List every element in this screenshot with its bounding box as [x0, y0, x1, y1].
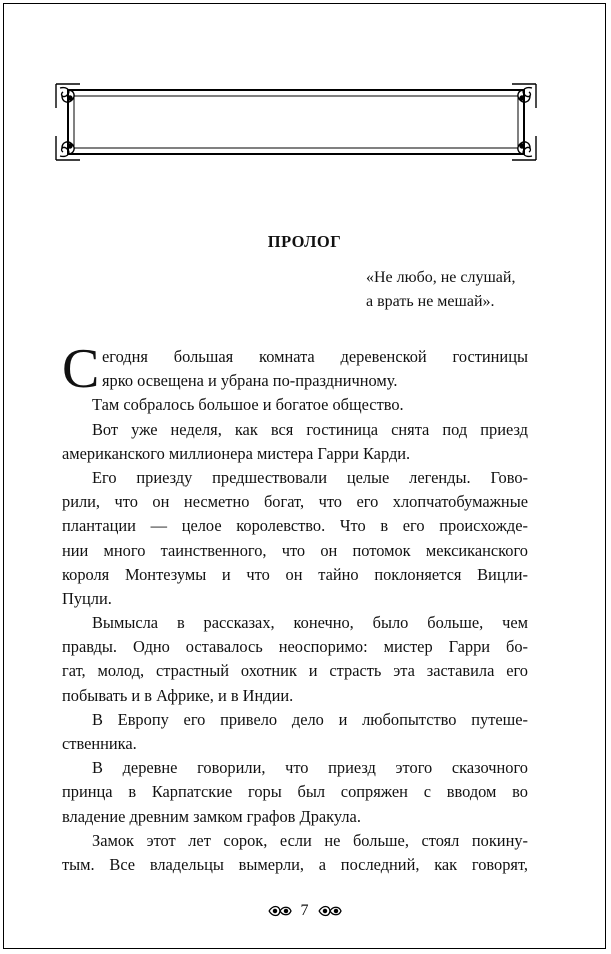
text-line: Его приезду предшествовали целые легенды. Гово-: [92, 467, 528, 487]
text-line: ярко освещена и убрана по-праздничному.: [102, 371, 398, 391]
text-line: правды. Одно оставалось неоспоримо: мистер Гарри бо-: [62, 637, 528, 657]
body-text: [62, 338, 528, 877]
text-line: Пуцли.: [62, 588, 112, 608]
text-line: Вымысла в рассказах, конечно, было больше, чем: [92, 613, 528, 633]
text-line: владение древним замком графов Дракула.: [62, 806, 361, 826]
text-line: Замок этот лет сорок, если не больше, стоял покину-: [92, 830, 528, 850]
text-line: тым. Все владельцы вымерли, а последний, как говорят,: [62, 854, 528, 874]
book-page: [3, 3, 606, 949]
text-line: принца в Карпатские горы был сопряжен с вводом во: [62, 782, 528, 802]
epigraph-line: «Не любо, не слушай,: [366, 269, 516, 286]
flourish-left-icon: [267, 903, 293, 919]
ornamental-header-frame: [54, 82, 538, 162]
epigraph-line: а врать не мешай».: [366, 293, 495, 310]
chapter-heading: ПРОЛОГ: [267, 232, 342, 251]
page-number: 7: [300, 902, 309, 919]
drop-cap: С: [62, 338, 100, 400]
text-line: ственника.: [62, 734, 137, 753]
text-line: американского миллионера мистера Гарри Карди.: [62, 443, 411, 463]
text-line: В Европу его привело дело и любопытство путеше-: [92, 709, 528, 729]
page-footer: [4, 902, 605, 920]
text-line: короля Монтезумы и что он тайно поклоняется Вицли-: [62, 564, 528, 584]
text-line: Там собралось большое и богатое общество.: [92, 395, 404, 415]
text-line: егодня большая комната деревенской гостиницы: [102, 347, 528, 366]
flourish-right-icon: [317, 903, 343, 919]
text-line: плантации — целое королевство. Что в его происхожде-: [62, 516, 528, 536]
text-line: В деревне говорили, что приезд этого сказочного: [92, 758, 528, 778]
text-line: рили, что он несметно богат, что его хлопчатобумажные: [62, 492, 528, 512]
text-line: побывать и в Африке, и в Индии.: [62, 685, 294, 705]
epigraph: [366, 266, 566, 314]
text-line: нии много таинственного, что он потомок мексиканского: [62, 540, 528, 560]
text-line: гат, молод, страстный охотник и страсть эта заставила его: [62, 661, 528, 681]
text-line: Вот уже неделя, как вся гостиница снята под приезд: [92, 419, 528, 439]
